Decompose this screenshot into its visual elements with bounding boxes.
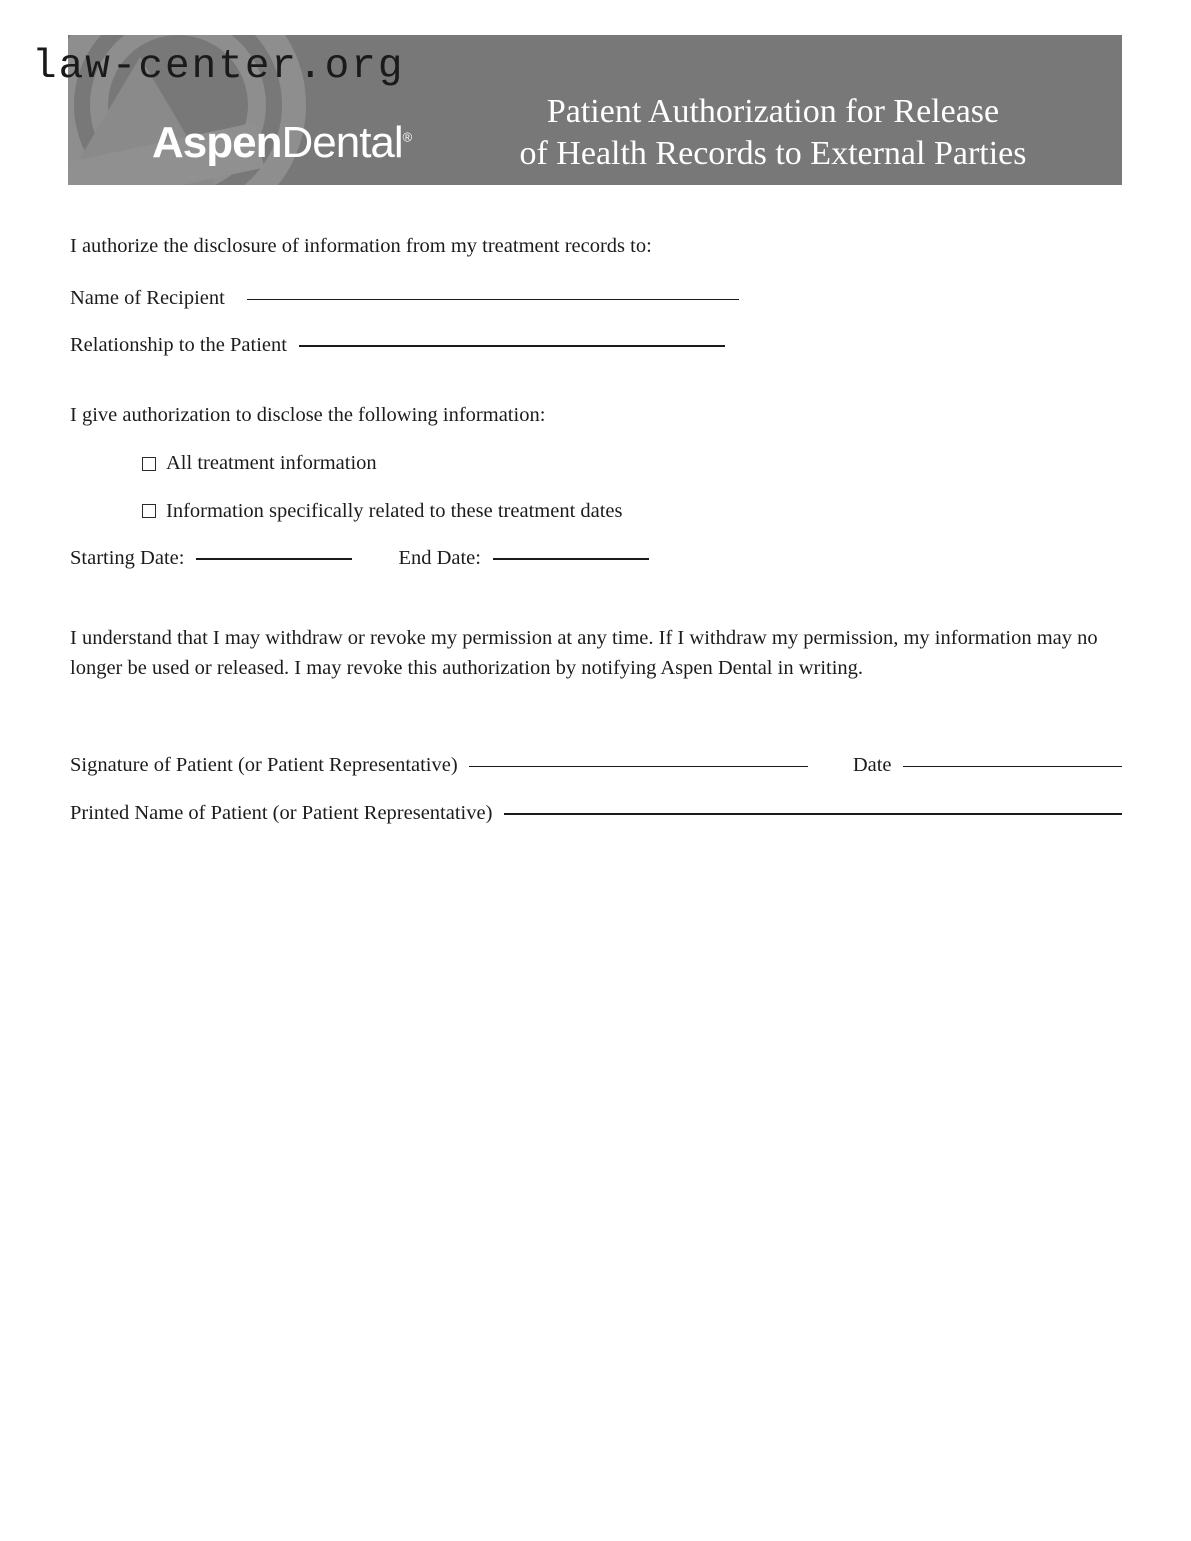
checkbox-label-specific-treatment-dates: Information specifically related to these treatment dates — [166, 499, 623, 522]
end-date-input[interactable] — [493, 558, 649, 560]
date-range-row — [70, 544, 1122, 574]
date-input[interactable] — [903, 766, 1122, 767]
checkbox-row-all-treatment-information[interactable] — [142, 449, 1122, 479]
printed-name-row — [70, 799, 1122, 829]
disclose-prompt: I give authorization to disclose the following information: — [70, 404, 546, 427]
end-date-label: End Date: — [398, 547, 481, 570]
starting-date-input[interactable] — [196, 558, 352, 560]
field-input-name-of-recipient[interactable] — [247, 299, 739, 300]
starting-date-label: Starting Date: — [70, 547, 185, 570]
field-input-relationship-to-patient[interactable] — [299, 345, 725, 347]
field-label-relationship-to-patient: Relationship to the Patient — [70, 334, 287, 357]
checkbox-label-all-treatment-information: All treatment information — [166, 451, 377, 474]
date-label: Date — [852, 754, 892, 777]
signature-label: Signature of Patient (or Patient Representative) — [70, 754, 458, 777]
page-title-line-1: Patient Authorization for Release — [546, 93, 1000, 130]
intro-paragraph: I authorize the disclosure of information from my treatment records to: — [70, 235, 652, 257]
page-title-line-2: of Health Records to External Parties — [519, 135, 1027, 173]
form-body — [70, 232, 1122, 829]
checkbox-specific-treatment-dates[interactable] — [142, 504, 156, 518]
signature-row — [70, 751, 1122, 781]
field-relationship-to-patient — [70, 331, 1122, 361]
registered-trademark-icon: ® — [402, 129, 412, 145]
brand-secondary-text: Dental — [281, 118, 403, 167]
checkbox-row-specific-treatment-dates[interactable] — [142, 497, 1122, 527]
checkbox-all-treatment-information[interactable] — [142, 457, 156, 471]
watermark-text: law-center.org — [32, 44, 405, 90]
brand-primary-text: Aspen — [152, 118, 282, 167]
field-name-of-recipient — [70, 284, 1122, 314]
revocation-notice-paragraph: I understand that I may withdraw or revoke my permission at any time. If I withdraw my permission, my information may no longer be used or released. I may revoke this authorization by notifying Aspen Dental in writing. — [70, 627, 1098, 679]
printed-name-label: Printed Name of Patient (or Patient Representative) — [70, 802, 493, 825]
signature-input[interactable] — [469, 766, 808, 767]
printed-name-input[interactable] — [504, 813, 1122, 815]
aspen-dental-wordmark — [152, 118, 412, 167]
field-label-name-of-recipient: Name of Recipient — [70, 286, 225, 309]
page-title — [428, 91, 1118, 175]
